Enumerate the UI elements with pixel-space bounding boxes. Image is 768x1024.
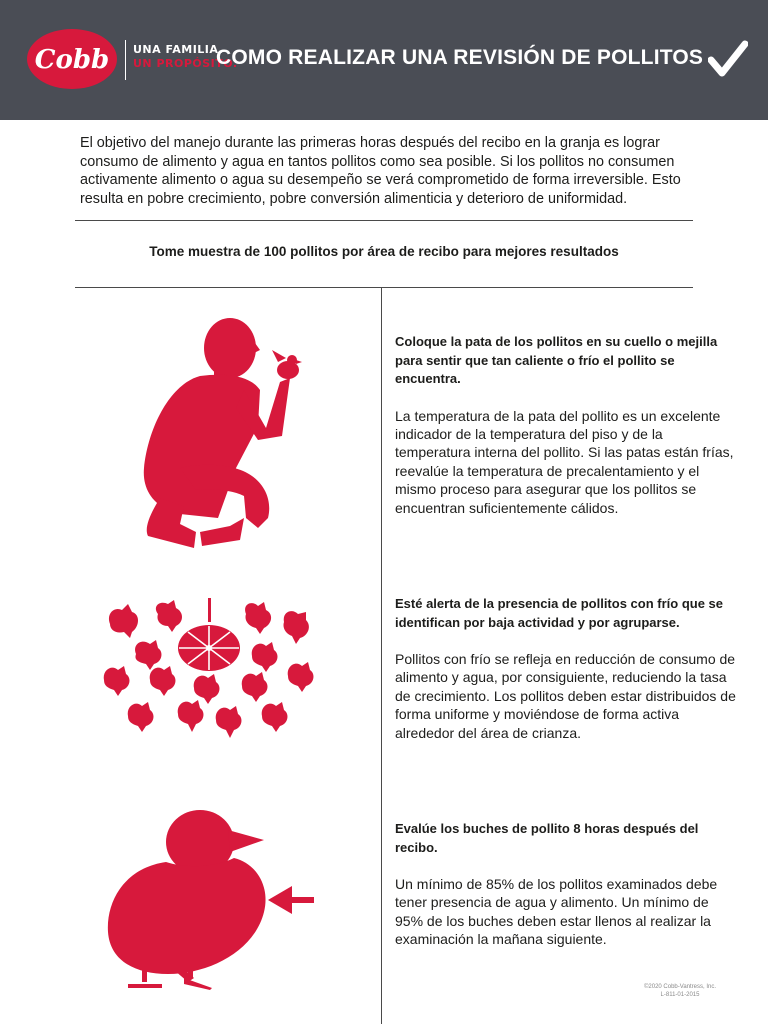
intro-paragraph: El objetivo del manejo durante las primeras horas después del recibo en la granja es lograr consumo de alimento y agua en tantos pollitos como sea posible. Si los pollitos no consumen activamente alimento o agua su desempeño se verá comprometido de forma irreversible. Esto resulta en pobre crecimiento, pobre conversión alimenticia y deterioro de uniformidad. xyxy=(80,135,681,207)
column-divider xyxy=(381,287,382,1024)
section-body: Un mínimo de 85% de los pollitos examinados debe tener presencia de agua y alimento. Un mínimo de 95% de los buches deben estar llenos al realizar la examinación la mañana siguiente. xyxy=(395,876,718,948)
header-banner xyxy=(0,0,768,120)
page-title: COMO REALIZAR UNA REVISIÓN DE POLLITOS xyxy=(216,46,704,69)
section-body: Pollitos con frío se refleja en reducción de consumo de alimento y agua, por consiguiente, reduciendo la tasa de crecimiento. Los pollitos deben estar distribuidos de forma uniforme y moviéndose de forma activa alrededor del área de crianza. xyxy=(395,651,736,741)
chicks-around-feeder-icon xyxy=(102,598,318,744)
section-cold-chicks xyxy=(395,595,740,742)
sample-note: Tome muestra de 100 pollitos por área de recibo para mejores resultados xyxy=(149,244,619,259)
cobb-logo xyxy=(26,28,118,90)
section-heading: Esté alerta de la presencia de pollitos con frío que se identifican por baja actividad y por agruparse. xyxy=(395,596,723,630)
section-heading: Coloque la pata de los pollitos en su cuello o mejilla para sentir que tan caliente o frío el pollito se encuentra. xyxy=(395,334,718,386)
footer-note xyxy=(640,983,720,999)
chick-crop-arrow-icon xyxy=(104,802,316,990)
divider-middle xyxy=(75,287,693,288)
checkmark-icon xyxy=(708,40,748,78)
section-heading: Evalúe los buches de pollito 8 horas después del recibo. xyxy=(395,821,699,855)
document-code: L-811-01-2015 xyxy=(660,992,700,998)
section-foot-temperature xyxy=(395,333,740,517)
section-body: La temperatura de la pata del pollito es un excelente indicador de la temperatura del piso y de la temperatura interna del pollito. Si las patas están frías, reevalúe la temperatura de precalentamiento y el mismo proceso para asegurar que los pollitos se encuentran suficientemente cálidos. xyxy=(395,407,734,516)
divider-top xyxy=(75,220,693,221)
person-holding-chick-icon xyxy=(140,318,302,550)
logo-text: Cobb xyxy=(34,45,110,75)
logo-divider xyxy=(125,40,126,80)
copyright-text: ©2020 Cobb-Vantress, Inc. xyxy=(643,984,716,990)
section-crop-check xyxy=(395,820,740,949)
tagline-line-2: UN PROPÓSITO. xyxy=(133,57,238,70)
tagline-line-1: UNA FAMILIA. xyxy=(133,43,224,56)
